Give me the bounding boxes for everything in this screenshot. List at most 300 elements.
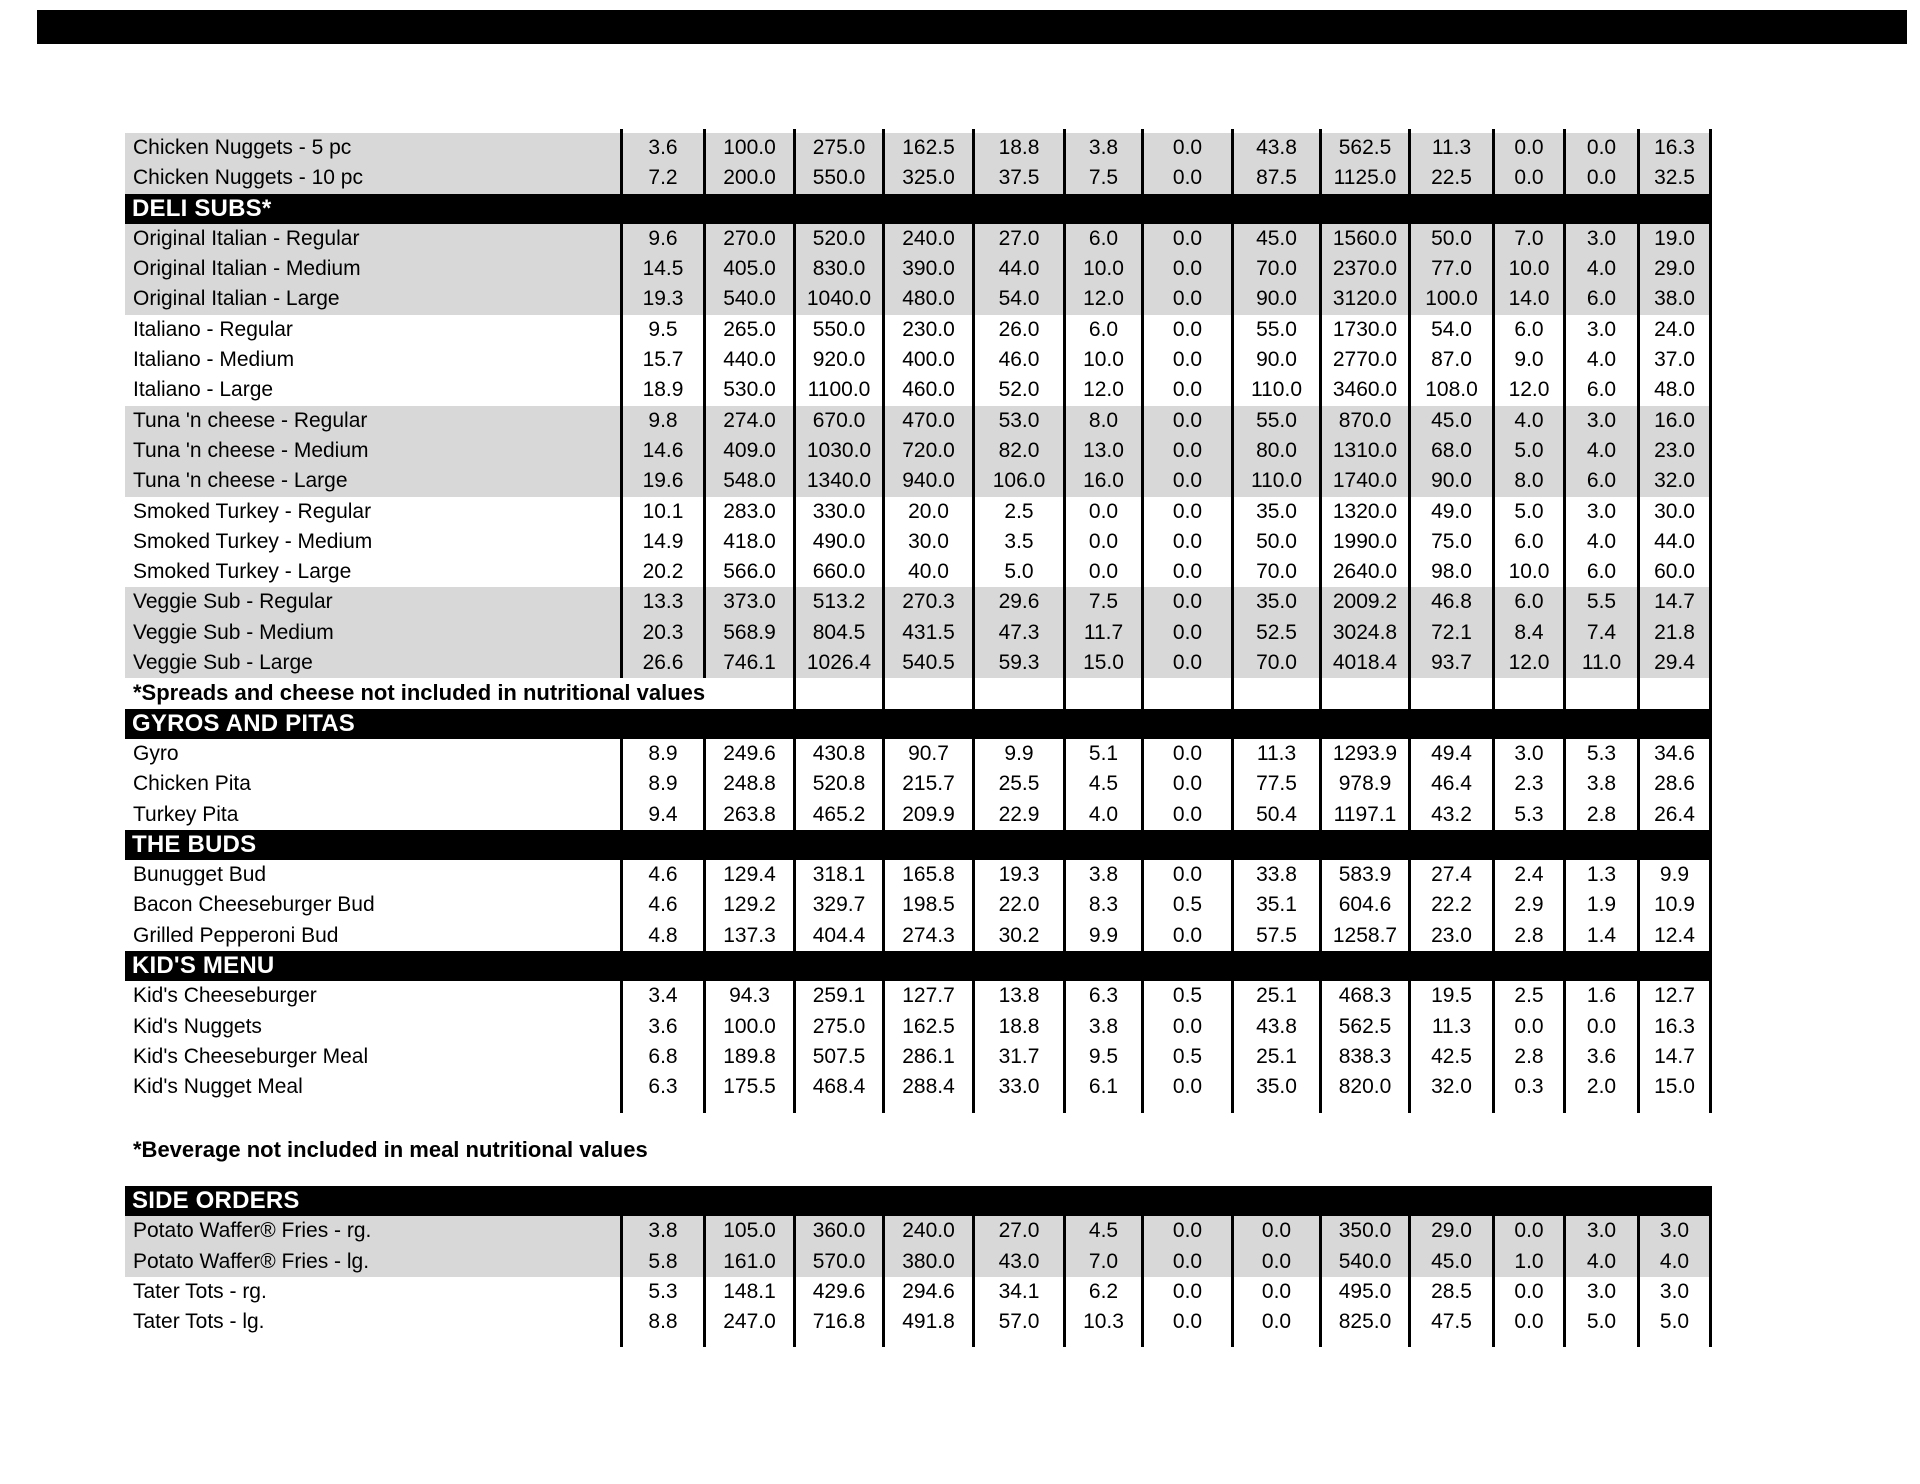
- stub-cell: [1063, 1103, 1141, 1113]
- table-row: [125, 587, 1712, 617]
- stub-cell: [620, 1337, 703, 1347]
- stub-cell: [1492, 1103, 1563, 1113]
- table-row: [125, 557, 1712, 587]
- value-cell: 29.6: [972, 587, 1063, 617]
- value-cell: 804.5: [793, 618, 882, 648]
- value-cell: 0.0: [1141, 769, 1231, 799]
- table-row: [125, 284, 1712, 314]
- value-cell: 87.5: [1231, 163, 1319, 193]
- value-cell: 270.3: [882, 587, 972, 617]
- value-cell: 90.0: [1408, 466, 1492, 496]
- value-cell: 6.0: [1563, 284, 1637, 314]
- value-cell: 0.0: [1141, 284, 1231, 314]
- value-cell: 10.3: [1063, 1307, 1141, 1337]
- value-cell: 4.0: [1637, 1247, 1712, 1277]
- value-cell: 3.8: [1063, 860, 1141, 890]
- value-cell: 2770.0: [1319, 345, 1408, 375]
- value-cell: 27.0: [972, 1216, 1063, 1246]
- value-cell: 16.0: [1063, 466, 1141, 496]
- value-cell: 52.0: [972, 375, 1063, 405]
- value-cell: 33.0: [972, 1072, 1063, 1102]
- value-cell: 10.0: [1063, 345, 1141, 375]
- value-cell: 431.5: [882, 618, 972, 648]
- value-cell: 22.0: [972, 890, 1063, 920]
- value-cell: 12.7: [1637, 981, 1712, 1011]
- item-name-cell: Smoked Turkey - Large: [125, 557, 620, 587]
- empty-cell: [1319, 678, 1408, 708]
- value-cell: 1040.0: [793, 284, 882, 314]
- value-cell: 7.0: [1063, 1247, 1141, 1277]
- value-cell: 162.5: [882, 133, 972, 163]
- value-cell: 6.3: [620, 1072, 703, 1102]
- value-cell: 7.0: [1492, 224, 1563, 254]
- value-cell: 670.0: [793, 406, 882, 436]
- value-cell: 5.5: [1563, 587, 1637, 617]
- value-cell: 0.0: [1231, 1277, 1319, 1307]
- value-cell: 100.0: [1408, 284, 1492, 314]
- value-cell: 11.3: [1408, 1012, 1492, 1042]
- value-cell: 18.8: [972, 133, 1063, 163]
- stub-cell: [882, 1103, 972, 1113]
- value-cell: 14.6: [620, 436, 703, 466]
- value-cell: 4.0: [1563, 1247, 1637, 1277]
- value-cell: 1.6: [1563, 981, 1637, 1011]
- item-name-cell: Smoked Turkey - Regular: [125, 497, 620, 527]
- value-cell: 716.8: [793, 1307, 882, 1337]
- value-cell: 400.0: [882, 345, 972, 375]
- value-cell: 1197.1: [1319, 800, 1408, 830]
- value-cell: 274.3: [882, 921, 972, 951]
- value-cell: 0.0: [1063, 497, 1141, 527]
- value-cell: 43.2: [1408, 800, 1492, 830]
- value-cell: 520.8: [793, 769, 882, 799]
- table-row: [125, 1042, 1712, 1072]
- value-cell: 22.9: [972, 800, 1063, 830]
- value-cell: 10.9: [1637, 890, 1712, 920]
- value-cell: 35.0: [1231, 497, 1319, 527]
- value-cell: 0.0: [1141, 1072, 1231, 1102]
- value-cell: 18.8: [972, 1012, 1063, 1042]
- empty-cell: [882, 678, 972, 708]
- value-cell: 263.8: [703, 800, 793, 830]
- value-cell: 3.0: [1637, 1216, 1712, 1246]
- value-cell: 5.0: [1563, 1307, 1637, 1337]
- beverage-footnote: *Beverage not included in meal nutritional values: [133, 1137, 648, 1162]
- value-cell: 6.2: [1063, 1277, 1141, 1307]
- stub-cell: [703, 1103, 793, 1113]
- value-cell: 265.0: [703, 315, 793, 345]
- value-cell: 562.5: [1319, 1012, 1408, 1042]
- value-cell: 540.0: [1319, 1247, 1408, 1277]
- value-cell: 90.7: [882, 739, 972, 769]
- value-cell: 520.0: [793, 224, 882, 254]
- value-cell: 0.5: [1141, 1042, 1231, 1072]
- value-cell: 248.8: [703, 769, 793, 799]
- value-cell: 0.0: [1141, 466, 1231, 496]
- value-cell: 108.0: [1408, 375, 1492, 405]
- table-row: [125, 981, 1712, 1011]
- value-cell: 30.0: [882, 527, 972, 557]
- value-cell: 2.5: [972, 497, 1063, 527]
- item-name-cell: Potato Waffer® Fries - rg.: [125, 1216, 620, 1246]
- value-cell: 430.8: [793, 739, 882, 769]
- value-cell: 4018.4: [1319, 648, 1408, 678]
- value-cell: 1.4: [1563, 921, 1637, 951]
- value-cell: 3.0: [1563, 315, 1637, 345]
- value-cell: 0.0: [1231, 1216, 1319, 1246]
- nutrition-table-side-orders: [125, 1186, 1712, 1347]
- stub-cell: [1563, 1337, 1637, 1347]
- value-cell: 9.8: [620, 406, 703, 436]
- table-row: [125, 163, 1712, 193]
- value-cell: 6.0: [1563, 466, 1637, 496]
- value-cell: 491.8: [882, 1307, 972, 1337]
- item-name-cell: Original Italian - Large: [125, 284, 620, 314]
- value-cell: 34.1: [972, 1277, 1063, 1307]
- value-cell: 530.0: [703, 375, 793, 405]
- value-cell: 37.0: [1637, 345, 1712, 375]
- value-cell: 90.0: [1231, 284, 1319, 314]
- value-cell: 507.5: [793, 1042, 882, 1072]
- value-cell: 47.5: [1408, 1307, 1492, 1337]
- value-cell: 495.0: [1319, 1277, 1408, 1307]
- value-cell: 3.6: [1563, 1042, 1637, 1072]
- item-name-cell: Italiano - Large: [125, 375, 620, 405]
- value-cell: 129.4: [703, 860, 793, 890]
- section-header: [125, 1186, 1712, 1216]
- value-cell: 418.0: [703, 527, 793, 557]
- stub-cell: [882, 1337, 972, 1347]
- value-cell: 4.5: [1063, 1216, 1141, 1246]
- value-cell: 0.0: [1141, 527, 1231, 557]
- value-cell: 70.0: [1231, 254, 1319, 284]
- value-cell: 3.0: [1492, 739, 1563, 769]
- section-title: THE BUDS: [132, 830, 257, 858]
- value-cell: 16.0: [1637, 406, 1712, 436]
- value-cell: 8.3: [1063, 890, 1141, 920]
- item-name-cell: Grilled Pepperoni Bud: [125, 921, 620, 951]
- stub-cell: [972, 1337, 1063, 1347]
- top-black-bar: [37, 10, 1907, 44]
- value-cell: 8.9: [620, 739, 703, 769]
- section-header: [125, 709, 1712, 739]
- value-cell: 0.0: [1492, 1307, 1563, 1337]
- item-name-cell: Chicken Nuggets - 10 pc: [125, 163, 620, 193]
- value-cell: 3.6: [620, 133, 703, 163]
- value-cell: 283.0: [703, 497, 793, 527]
- table-row: [125, 769, 1712, 799]
- value-cell: 50.0: [1231, 527, 1319, 557]
- value-cell: 3.0: [1637, 1277, 1712, 1307]
- value-cell: 405.0: [703, 254, 793, 284]
- value-cell: 70.0: [1231, 648, 1319, 678]
- value-cell: 230.0: [882, 315, 972, 345]
- table-row: [125, 890, 1712, 920]
- value-cell: 49.4: [1408, 739, 1492, 769]
- value-cell: 82.0: [972, 436, 1063, 466]
- value-cell: 548.0: [703, 466, 793, 496]
- value-cell: 1293.9: [1319, 739, 1408, 769]
- stub-cell: [1141, 1103, 1231, 1113]
- value-cell: 1258.7: [1319, 921, 1408, 951]
- value-cell: 3460.0: [1319, 375, 1408, 405]
- value-cell: 57.0: [972, 1307, 1063, 1337]
- value-cell: 6.8: [620, 1042, 703, 1072]
- value-cell: 325.0: [882, 163, 972, 193]
- stub-cell: [703, 1337, 793, 1347]
- value-cell: 468.4: [793, 1072, 882, 1102]
- value-cell: 562.5: [1319, 133, 1408, 163]
- table-row: [125, 739, 1712, 769]
- value-cell: 57.5: [1231, 921, 1319, 951]
- value-cell: 0.0: [1141, 315, 1231, 345]
- value-cell: 90.0: [1231, 345, 1319, 375]
- value-cell: 5.0: [1492, 436, 1563, 466]
- value-cell: 42.5: [1408, 1042, 1492, 1072]
- value-cell: 14.0: [1492, 284, 1563, 314]
- value-cell: 94.3: [703, 981, 793, 1011]
- value-cell: 44.0: [972, 254, 1063, 284]
- value-cell: 24.0: [1637, 315, 1712, 345]
- value-cell: 200.0: [703, 163, 793, 193]
- value-cell: 3.8: [1063, 1012, 1141, 1042]
- value-cell: 838.3: [1319, 1042, 1408, 1072]
- value-cell: 3.6: [620, 1012, 703, 1042]
- value-cell: 35.0: [1231, 1072, 1319, 1102]
- value-cell: 3.0: [1563, 1277, 1637, 1307]
- table-row: [125, 466, 1712, 496]
- value-cell: 70.0: [1231, 557, 1319, 587]
- value-cell: 7.5: [1063, 163, 1141, 193]
- value-cell: 0.0: [1141, 618, 1231, 648]
- value-cell: 0.0: [1063, 527, 1141, 557]
- table-row: [125, 921, 1712, 951]
- stub-cell: [793, 1337, 882, 1347]
- empty-cell: [972, 678, 1063, 708]
- value-cell: 14.7: [1637, 587, 1712, 617]
- value-cell: 45.0: [1231, 224, 1319, 254]
- value-cell: 127.7: [882, 981, 972, 1011]
- value-cell: 29.4: [1637, 648, 1712, 678]
- value-cell: 490.0: [793, 527, 882, 557]
- item-name-cell: Kid's Nuggets: [125, 1012, 620, 1042]
- border-stub-row: [125, 1337, 1712, 1347]
- value-cell: 16.3: [1637, 1012, 1712, 1042]
- value-cell: 12.0: [1492, 648, 1563, 678]
- value-cell: 30.2: [972, 921, 1063, 951]
- value-cell: 6.1: [1063, 1072, 1141, 1102]
- value-cell: 294.6: [882, 1277, 972, 1307]
- value-cell: 870.0: [1319, 406, 1408, 436]
- value-cell: 288.4: [882, 1072, 972, 1102]
- value-cell: 46.0: [972, 345, 1063, 375]
- value-cell: 77.5: [1231, 769, 1319, 799]
- value-cell: 80.0: [1231, 436, 1319, 466]
- value-cell: 0.0: [1141, 587, 1231, 617]
- value-cell: 5.0: [972, 557, 1063, 587]
- value-cell: 21.8: [1637, 618, 1712, 648]
- value-cell: 4.0: [1563, 436, 1637, 466]
- value-cell: 470.0: [882, 406, 972, 436]
- item-name-cell: Veggie Sub - Regular: [125, 587, 620, 617]
- value-cell: 259.1: [793, 981, 882, 1011]
- value-cell: 4.0: [1563, 527, 1637, 557]
- value-cell: 2.0: [1563, 1072, 1637, 1102]
- value-cell: 8.8: [620, 1307, 703, 1337]
- value-cell: 5.8: [620, 1247, 703, 1277]
- value-cell: 7.2: [620, 163, 703, 193]
- item-name-cell: Chicken Pita: [125, 769, 620, 799]
- value-cell: 465.2: [793, 800, 882, 830]
- value-cell: 329.7: [793, 890, 882, 920]
- item-name-cell: Kid's Nugget Meal: [125, 1072, 620, 1102]
- value-cell: 60.0: [1637, 557, 1712, 587]
- value-cell: 53.0: [972, 406, 1063, 436]
- value-cell: 32.0: [1637, 466, 1712, 496]
- table-row: [125, 800, 1712, 830]
- value-cell: 0.0: [1492, 1277, 1563, 1307]
- value-cell: 1320.0: [1319, 497, 1408, 527]
- value-cell: 50.4: [1231, 800, 1319, 830]
- value-cell: 940.0: [882, 466, 972, 496]
- value-cell: 50.0: [1408, 224, 1492, 254]
- value-cell: 5.3: [1563, 739, 1637, 769]
- table-row: [125, 1307, 1712, 1337]
- table-row: [125, 345, 1712, 375]
- value-cell: 49.0: [1408, 497, 1492, 527]
- value-cell: 46.8: [1408, 587, 1492, 617]
- value-cell: 0.0: [1141, 1277, 1231, 1307]
- value-cell: 9.5: [620, 315, 703, 345]
- stub-cell: [1063, 1337, 1141, 1347]
- table-row: [125, 375, 1712, 405]
- section-header-row: [125, 951, 1712, 981]
- stub-cell: [1408, 1337, 1492, 1347]
- value-cell: 106.0: [972, 466, 1063, 496]
- item-name-cell: Tater Tots - lg.: [125, 1307, 620, 1337]
- value-cell: 9.4: [620, 800, 703, 830]
- empty-cell: [1141, 678, 1231, 708]
- value-cell: 2.8: [1563, 800, 1637, 830]
- item-name-cell: Gyro: [125, 739, 620, 769]
- value-cell: 7.5: [1063, 587, 1141, 617]
- value-cell: 468.3: [1319, 981, 1408, 1011]
- value-cell: 12.4: [1637, 921, 1712, 951]
- item-name-cell: Italiano - Medium: [125, 345, 620, 375]
- value-cell: 47.3: [972, 618, 1063, 648]
- value-cell: 0.0: [1141, 224, 1231, 254]
- value-cell: 15.0: [1637, 1072, 1712, 1102]
- value-cell: 26.4: [1637, 800, 1712, 830]
- empty-cell: [793, 678, 882, 708]
- value-cell: 566.0: [703, 557, 793, 587]
- value-cell: 540.0: [703, 284, 793, 314]
- value-cell: 1100.0: [793, 375, 882, 405]
- value-cell: 32.0: [1408, 1072, 1492, 1102]
- value-cell: 2640.0: [1319, 557, 1408, 587]
- value-cell: 1030.0: [793, 436, 882, 466]
- footnote-text: *Spreads and cheese not included in nutritional values: [125, 678, 793, 708]
- item-name-cell: Bunugget Bud: [125, 860, 620, 890]
- value-cell: 30.0: [1637, 497, 1712, 527]
- value-cell: 15.7: [620, 345, 703, 375]
- value-cell: 5.1: [1063, 739, 1141, 769]
- stub-cell: [1319, 1337, 1408, 1347]
- value-cell: 165.8: [882, 860, 972, 890]
- value-cell: 540.5: [882, 648, 972, 678]
- value-cell: 2009.2: [1319, 587, 1408, 617]
- value-cell: 110.0: [1231, 466, 1319, 496]
- value-cell: 22.2: [1408, 890, 1492, 920]
- value-cell: 13.0: [1063, 436, 1141, 466]
- value-cell: 440.0: [703, 345, 793, 375]
- value-cell: 38.0: [1637, 284, 1712, 314]
- value-cell: 660.0: [793, 557, 882, 587]
- value-cell: 4.6: [620, 860, 703, 890]
- section-header-row: [125, 830, 1712, 860]
- value-cell: 4.0: [1063, 800, 1141, 830]
- value-cell: 460.0: [882, 375, 972, 405]
- value-cell: 604.6: [1319, 890, 1408, 920]
- value-cell: 32.5: [1637, 163, 1712, 193]
- value-cell: 4.8: [620, 921, 703, 951]
- value-cell: 1.3: [1563, 860, 1637, 890]
- table-row: [125, 133, 1712, 163]
- value-cell: 429.6: [793, 1277, 882, 1307]
- section-header-row: [125, 709, 1712, 739]
- empty-cell: [1563, 678, 1637, 708]
- value-cell: 20.0: [882, 497, 972, 527]
- value-cell: 16.3: [1637, 133, 1712, 163]
- value-cell: 55.0: [1231, 406, 1319, 436]
- value-cell: 23.0: [1637, 436, 1712, 466]
- value-cell: 0.0: [1141, 497, 1231, 527]
- value-cell: 2370.0: [1319, 254, 1408, 284]
- value-cell: 0.0: [1231, 1307, 1319, 1337]
- value-cell: 14.5: [620, 254, 703, 284]
- value-cell: 820.0: [1319, 1072, 1408, 1102]
- value-cell: 0.0: [1141, 345, 1231, 375]
- value-cell: 52.5: [1231, 618, 1319, 648]
- value-cell: 3024.8: [1319, 618, 1408, 648]
- value-cell: 3.0: [1563, 497, 1637, 527]
- value-cell: 0.0: [1563, 133, 1637, 163]
- value-cell: 19.0: [1637, 224, 1712, 254]
- value-cell: 12.0: [1063, 375, 1141, 405]
- value-cell: 37.5: [972, 163, 1063, 193]
- value-cell: 1740.0: [1319, 466, 1408, 496]
- value-cell: 11.7: [1063, 618, 1141, 648]
- value-cell: 0.0: [1141, 860, 1231, 890]
- value-cell: 330.0: [793, 497, 882, 527]
- value-cell: 1026.4: [793, 648, 882, 678]
- value-cell: 20.3: [620, 618, 703, 648]
- value-cell: 35.1: [1231, 890, 1319, 920]
- item-name-cell: Tater Tots - rg.: [125, 1277, 620, 1307]
- value-cell: 5.0: [1637, 1307, 1712, 1337]
- value-cell: 8.9: [620, 769, 703, 799]
- stub-cell: [1408, 1103, 1492, 1113]
- value-cell: 1560.0: [1319, 224, 1408, 254]
- value-cell: 27.0: [972, 224, 1063, 254]
- table-row: [125, 315, 1712, 345]
- value-cell: 20.2: [620, 557, 703, 587]
- value-cell: 5.3: [1492, 800, 1563, 830]
- footnote-row: [125, 678, 1712, 708]
- item-name-cell: Original Italian - Regular: [125, 224, 620, 254]
- value-cell: 7.4: [1563, 618, 1637, 648]
- value-cell: 189.8: [703, 1042, 793, 1072]
